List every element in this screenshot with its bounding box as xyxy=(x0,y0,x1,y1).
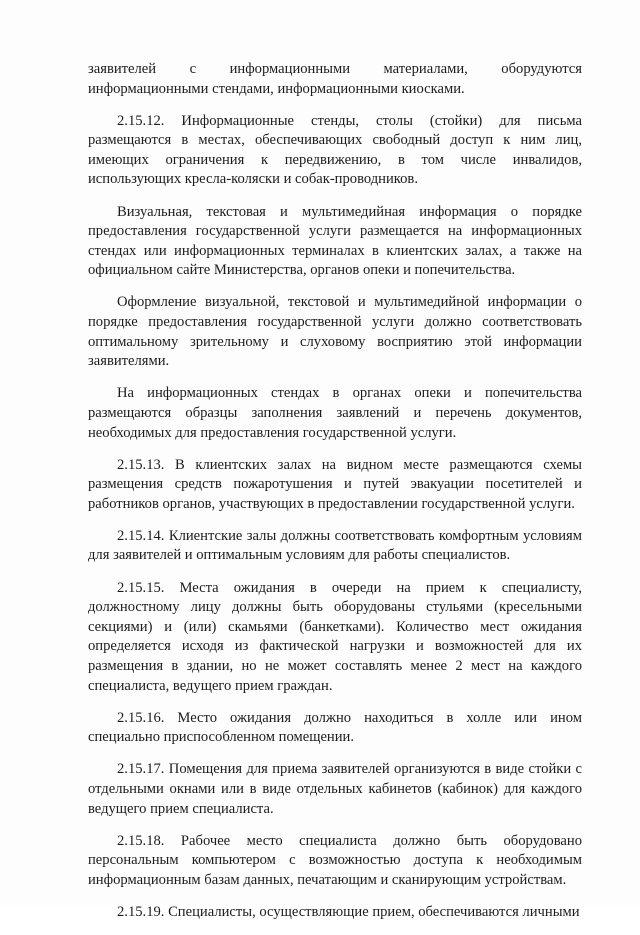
paragraph-information-design: Оформление визуальной, текстовой и мультимедийной информации о порядке предоставления государственной услуги должно соответствовать оптимальному зрительному и слуховому восприятию этой информации заявителями. xyxy=(88,294,582,370)
document-body xyxy=(88,60,582,935)
paragraph-2-15-18: 2.15.18. Рабочее место специалиста должно быть оборудовано персональным компьютером с возможностью доступа к необходимым информационным базам данных, печатающим и сканирующим устройствам. xyxy=(88,832,582,888)
paragraph-info-stands: На информационных стендах в органах опеки и попечительства размещаются образцы заполнения заявлений и перечень документов, необходимых для предоставления государственной услуги. xyxy=(88,385,582,441)
paragraph-continuation: заявителей с информационными материалами, оборудуются информационными стендами, информационными киосками. xyxy=(88,61,582,97)
paragraph-2-15-13: 2.15.13. В клиентских залах на видном месте размещаются схемы размещения средств пожаротушения и путей эвакуации посетителей и работников органов, участвующих в предоставлении государственной услуги. xyxy=(88,456,582,512)
paragraph-2-15-17: 2.15.17. Помещения для приема заявителей организуются в виде стойки с отдельными окнами или в виде отдельных кабинетов (кабинок) для каждого ведущего прием специалиста. xyxy=(88,761,582,817)
paragraph-2-15-16: 2.15.16. Место ожидания должно находиться в холле или ином специально приспособленном помещении. xyxy=(88,709,582,746)
paragraph-2-15-15: 2.15.15. Места ожидания в очереди на прием к специалисту, должностному лицу должны быть оборудованы стульями (кресельными секциями) и (или) скамьями (банкетками). Количество мест ожидания определяется исходя из фактической нагрузки и возможностей для их размещения в здании, но не может составлять менее 2 мест на каждого специалиста, ведущего прием граждан. xyxy=(88,579,582,694)
paragraph-2-15-12: 2.15.12. Информационные стенды, столы (стойки) для письма размещаются в местах, обеспечивающих свободный доступ к ним лиц, имеющих ограничения к передвижению, в том числе инвалидов, использующих кресла-коляски и собак-проводников. xyxy=(88,112,582,188)
paragraph-2-15-19: 2.15.19. Специалисты, осуществляющие прием, обеспечиваются личными xyxy=(117,903,580,920)
paragraph-2-15-14: 2.15.14. Клиентские залы должны соответствовать комфортным условиям для заявителей и оптимальным условиям для работы специалистов. xyxy=(88,527,582,564)
paragraph-visual-information: Визуальная, текстовая и мультимедийная информация о порядке предоставления государственной услуги размещается на информационных стендах или информационных терминалах в клиентских залах, а также на официальном сайте Министерства, органов опеки и попечительства. xyxy=(88,203,582,279)
